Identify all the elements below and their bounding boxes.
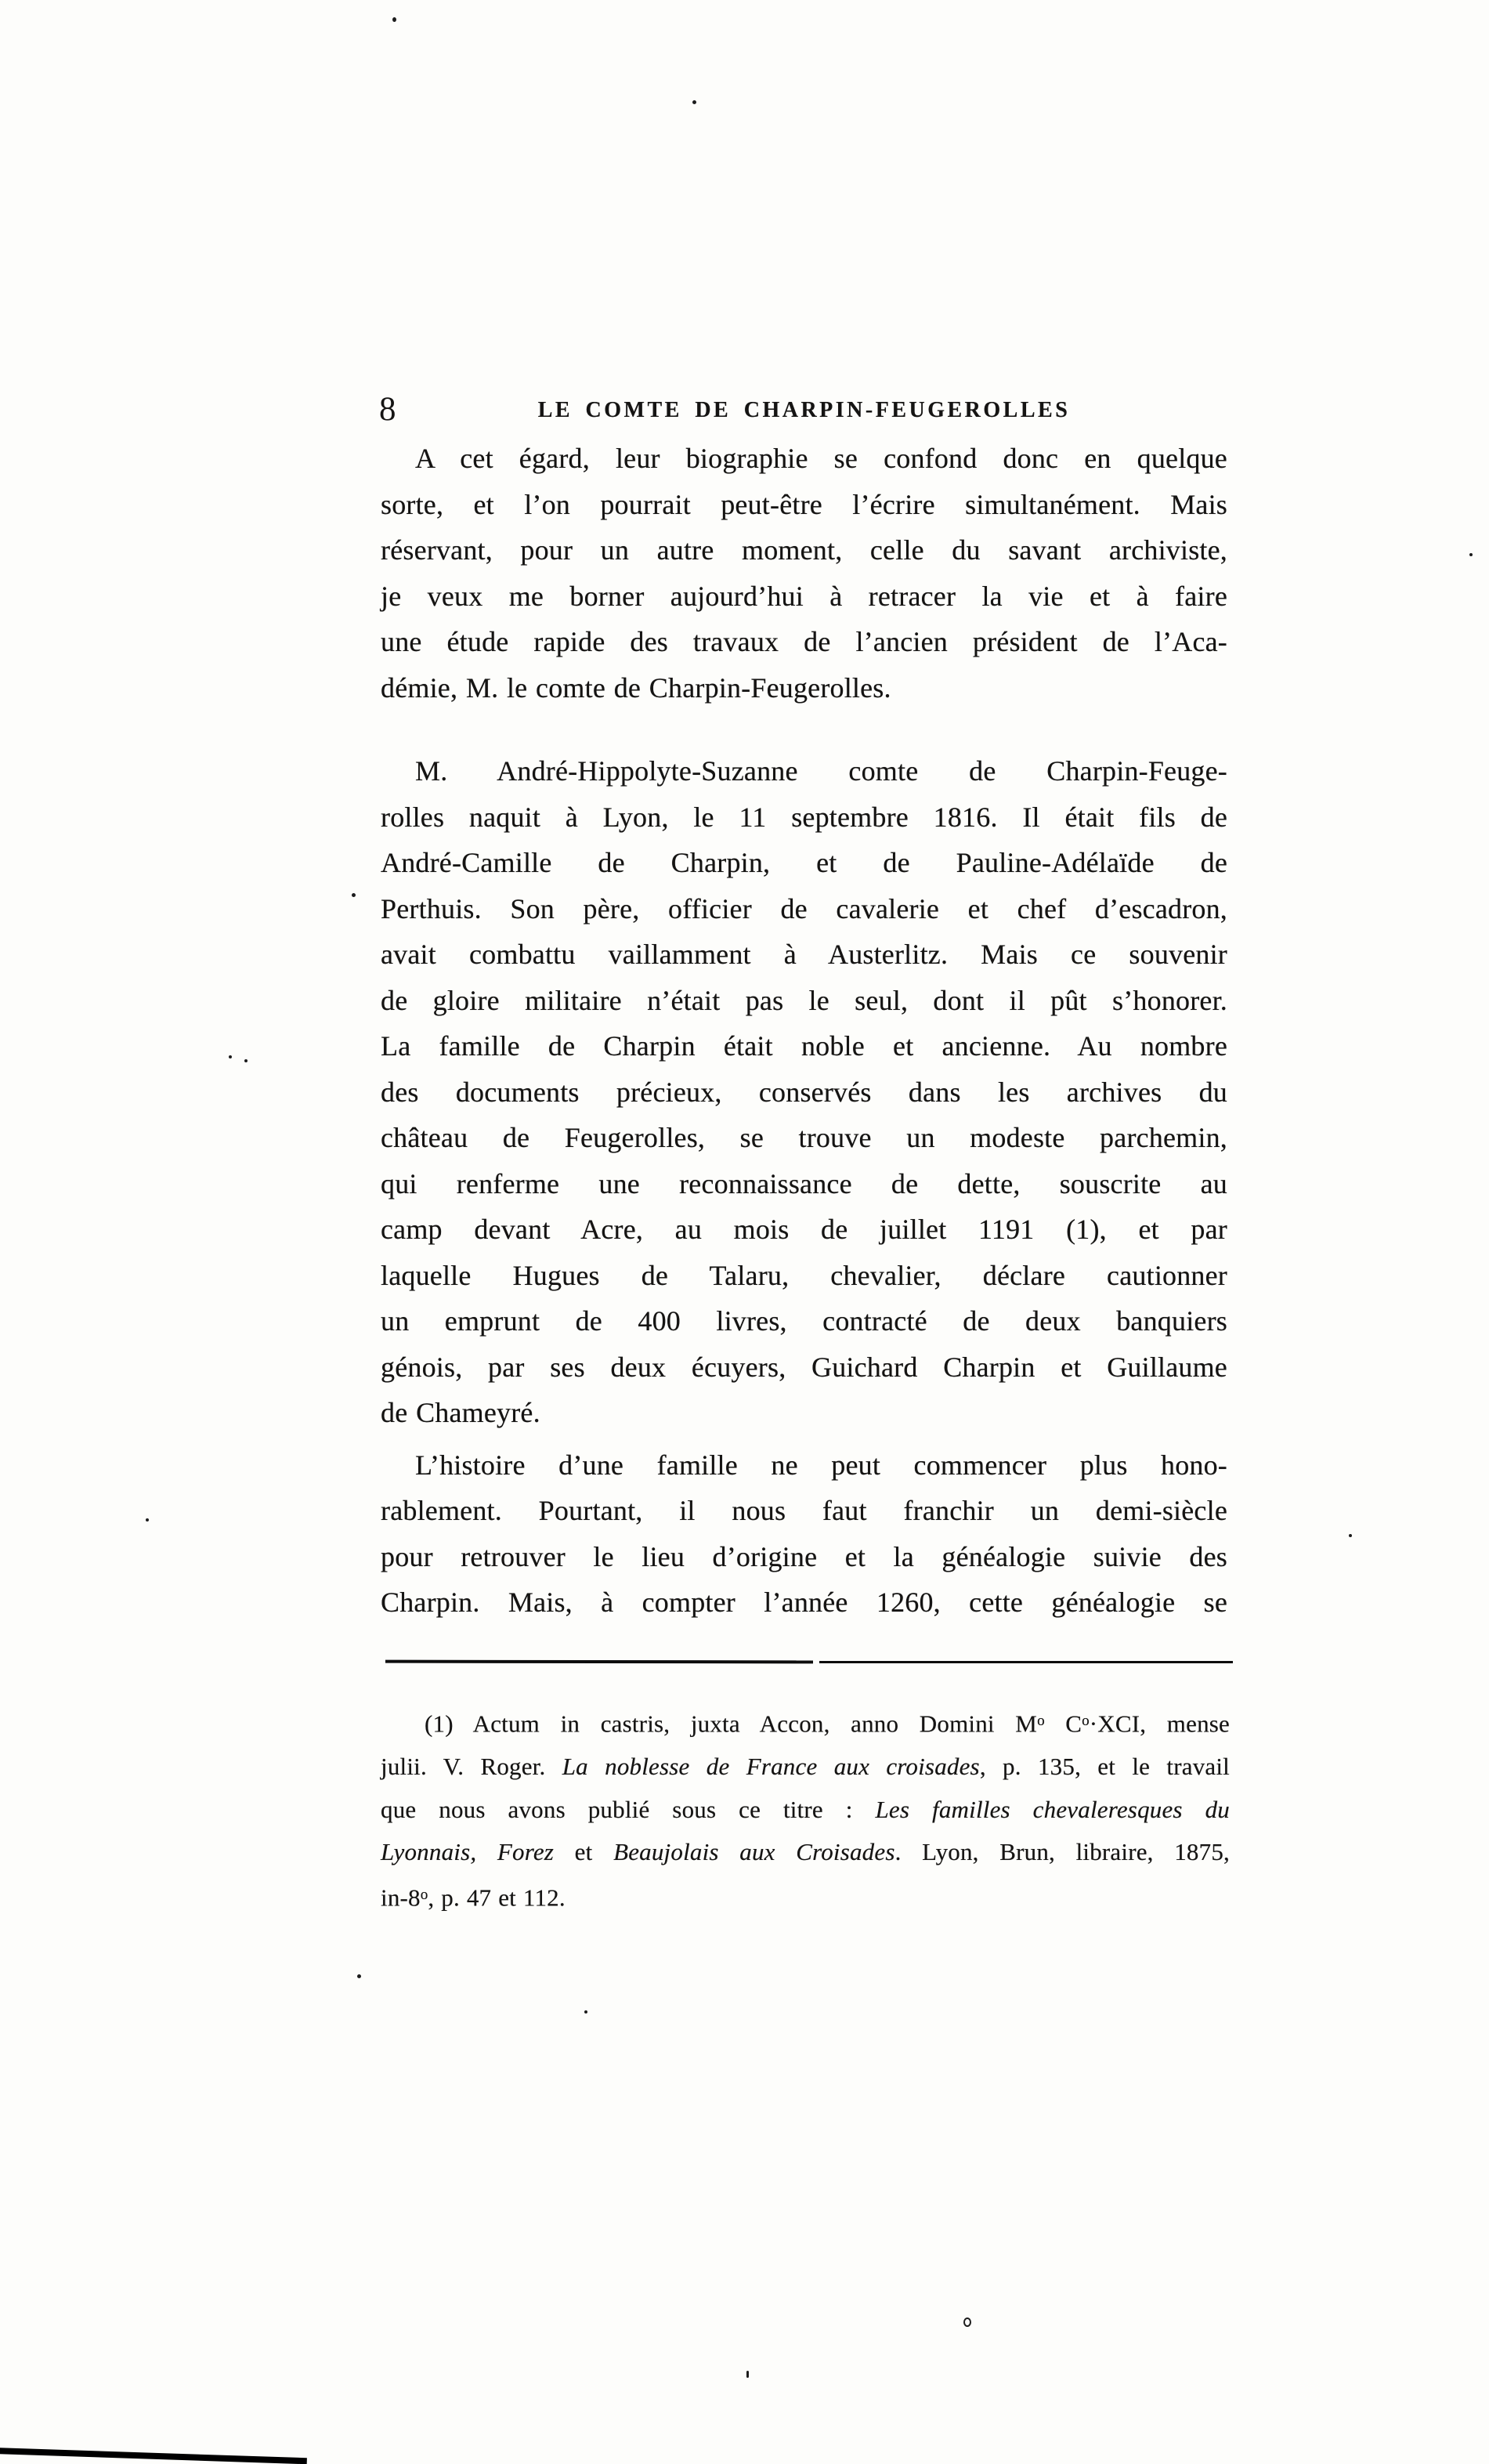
scan-speck — [746, 2371, 749, 2378]
scan-speck — [357, 1974, 361, 1978]
footnote-text-segment: o — [420, 1886, 428, 1903]
body-line: une étude rapide des travaux de l’ancien président de l’Aca- — [381, 626, 1227, 657]
body-line: rolles naquit à Lyon, le 11 septembre 1816. Il était fils de — [381, 801, 1227, 833]
body-line: L’histoire d’une famille ne peut commencer plus hono- — [415, 1449, 1227, 1481]
scan-speck — [229, 1055, 232, 1058]
footnote-text-segment: , p. 47 et 112. — [428, 1883, 566, 1912]
scan-speck — [692, 100, 696, 104]
scan-speck — [392, 17, 396, 22]
footnote-text-segment: ·XCI, mense — [1089, 1710, 1230, 1738]
body-line: laquelle Hugues de Talaru, chevalier, déclare cautionner — [381, 1259, 1227, 1291]
body-line: avait combattu vaillamment à Austerlitz. Mais ce souvenir — [381, 939, 1227, 970]
footnote-text-segment: et — [554, 1838, 614, 1866]
body-line: de Chameyré. — [381, 1397, 540, 1428]
scan-speck — [1469, 553, 1473, 556]
footnote-text-segment: o — [1037, 1713, 1045, 1729]
body-line: pour retrouver le lieu d’origine et la généalogie suivie des — [381, 1540, 1227, 1572]
scan-speck — [963, 2317, 971, 2327]
body-line: génois, par ses deux écuyers, Guichard Charpin et Guillaume — [381, 1351, 1227, 1383]
footnote-text-segment: . Lyon, Brun, libraire, 1875, — [894, 1838, 1230, 1866]
footnote-line — [381, 1789, 1230, 1832]
footnote-text-segment: C — [1044, 1710, 1082, 1738]
body-line: je veux me borner aujourd’hui à retracer la vie et à faire — [381, 580, 1227, 612]
body-line: sorte, et l’on pourrait peut-être l’écrire simultanément. Mais — [381, 488, 1227, 520]
footnote-italic-title: Beaujolais aux Croisades — [613, 1838, 895, 1866]
body-line: André-Camille de Charpin, et de Pauline-Adélaïde de — [381, 847, 1227, 878]
body-line: château de Feugerolles, se trouve un modeste parchemin, — [381, 1122, 1227, 1153]
footnote-italic-title: Lyonnais, Forez — [381, 1838, 555, 1866]
footnote-text-segment: que nous avons publié sous ce titre : — [381, 1795, 876, 1823]
running-title: LE COMTE DE CHARPIN-FEUGEROLLES — [537, 398, 1071, 422]
body-line: camp devant Acre, au mois de juillet 1191 (1), et par — [381, 1214, 1227, 1245]
page-number: 8 — [379, 391, 397, 428]
body-line: A cet égard, leur biographie se confond donc en quelque — [415, 443, 1227, 474]
footnote-text-segment: in-8 — [381, 1883, 421, 1912]
scan-speck — [1349, 1534, 1352, 1537]
page-bottom-edge-mark — [0, 2448, 307, 2464]
footnote-line — [381, 1874, 1230, 1919]
body-line: de gloire militaire n’était pas le seul, dont il pût s’honorer. — [381, 984, 1227, 1016]
body-line: La famille de Charpin était noble et ancienne. Au nombre — [381, 1030, 1227, 1062]
scan-speck — [146, 1518, 149, 1521]
scan-speck — [352, 893, 356, 897]
body-line: rablement. Pourtant, il nous faut franchir un demi-siècle — [381, 1495, 1227, 1526]
footnote-text-segment: o — [1082, 1713, 1090, 1729]
body-line: démie, M. le comte de Charpin-Feugerolles. — [381, 671, 891, 704]
paragraph — [381, 748, 1227, 1436]
body-line: réservant, pour un autre moment, celle du savant archiviste, — [381, 534, 1227, 566]
body-line: des documents précieux, conservés dans les archives du — [381, 1076, 1227, 1108]
scan-speck — [584, 2010, 587, 2014]
footnote-italic-title: Les familles chevaleresques du — [875, 1795, 1230, 1823]
body-line: Charpin. Mais, à compter l’année 1260, cette généalogie se — [381, 1587, 1227, 1618]
running-head — [381, 389, 1227, 433]
footnote-text-segment: (1) Actum in castris, juxta Accon, anno Domini M — [425, 1710, 1038, 1738]
footnote-italic-title: La noblesse de France aux croisades — [562, 1753, 980, 1781]
body-text-block — [381, 436, 1227, 1626]
body-line: qui renferme une reconnaissance de dette, souscrite au — [381, 1167, 1227, 1199]
footnote-rule-left-segment — [385, 1660, 813, 1664]
paragraph — [381, 436, 1227, 711]
footnote-block — [381, 1700, 1230, 1919]
footnote-line — [381, 1700, 1230, 1746]
footnote-line — [381, 1746, 1230, 1789]
body-line: Perthuis. Son père, officier de cavalerie et chef d’escadron, — [381, 892, 1227, 924]
body-line: un emprunt de 400 livres, contracté de deux banquiers — [381, 1305, 1227, 1337]
paragraph — [381, 1442, 1227, 1626]
scan-speck — [244, 1059, 248, 1062]
footnote-line — [381, 1831, 1230, 1874]
footnote-rule-right-segment — [819, 1661, 1233, 1663]
footnote-text-segment: julii. V. Roger. — [381, 1753, 562, 1781]
footnote-text-segment: , p. 135, et le travail — [979, 1753, 1230, 1781]
body-line: M. André-Hippolyte-Suzanne comte de Charpin-Feuge- — [415, 755, 1227, 787]
